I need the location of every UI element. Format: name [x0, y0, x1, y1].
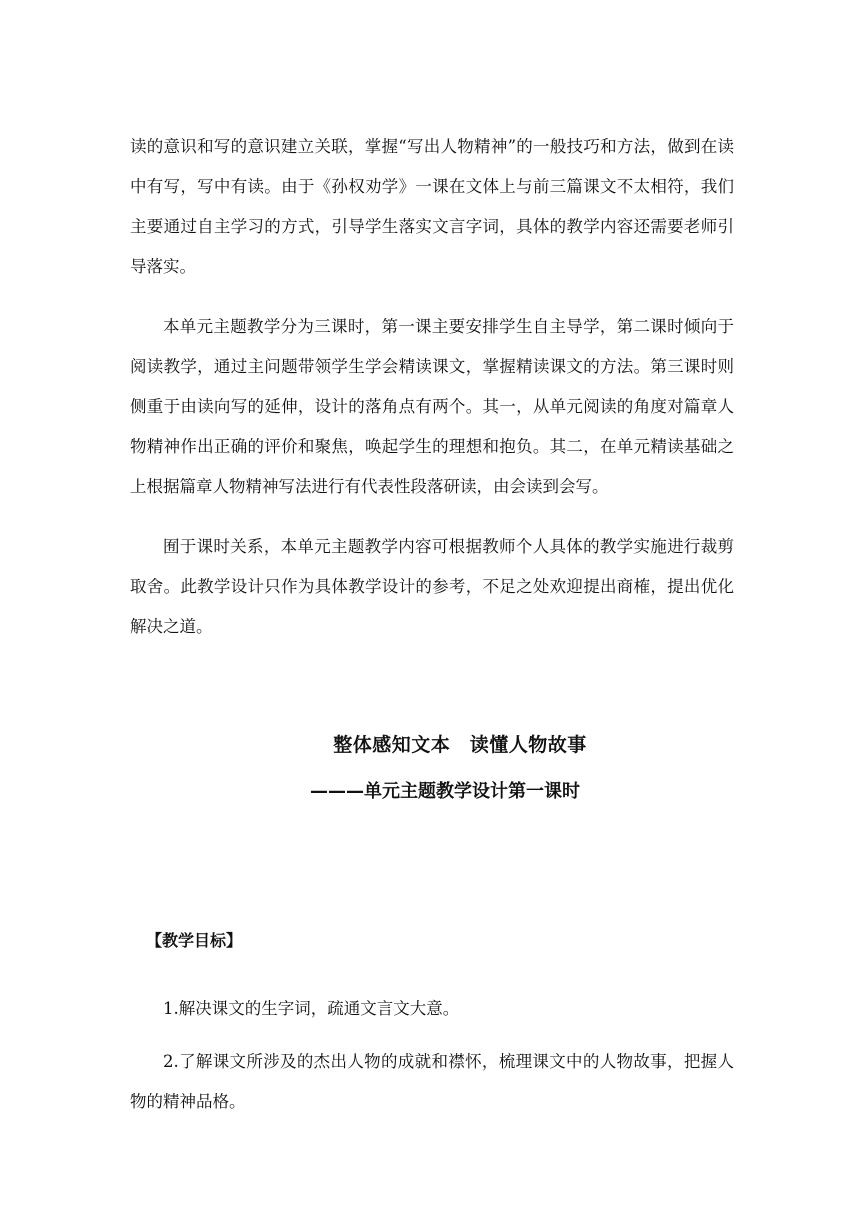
body-paragraph-lesson-structure: 本单元主题教学分为三课时，第一课主要安排学生自主导学，第二课时倾向于阅读教学，通过主问题带领学生学会精读课文，掌握精读课文的方法。第三课时则侧重于由读向写的延伸，设计的落角点有两个。其一，从单元阅读的角度对篇章人物精神作出正确的评价和聚焦，唤起学生的理想和抱负。其二，在单元精读基础之上根据篇章人物精神写法进行有代表性段落研读，由会读到会写。 — [130, 316, 734, 496]
objective-item: 2.了解课文所涉及的杰出人物的成就和襟怀，梳理课文中的人物故事，把握人物的精神品格。 — [130, 1051, 734, 1111]
body-paragraph-continued: 读的意识和写的意识建立关联，掌握“写出人物精神”的一般技巧和方法，做到在读中有写，写中有读。由于《孙权劝学》一课在文体上与前三篇课文不太相符，我们主要通过自主学习的方式，引导学生落实文言字词，具体的教学内容还需要老师引导落实。 — [130, 136, 734, 276]
objective-item: 1.解决课文的生字词，疏通文言文大意。 — [163, 998, 460, 1018]
objectives-heading: 【教学目标】 — [146, 931, 243, 950]
lesson-subtitle: ———单元主题教学设计第一课时 — [310, 781, 580, 802]
lesson-title: 整体感知文本 读懂人物故事 — [333, 734, 587, 756]
body-paragraph-note: 囿于课时关系，本单元主题教学内容可根据教师个人具体的教学实施进行裁剪取舍。此教学设计只作为具体教学设计的参考，不足之处欢迎提出商榷，提出优化解决之道。 — [130, 536, 734, 636]
